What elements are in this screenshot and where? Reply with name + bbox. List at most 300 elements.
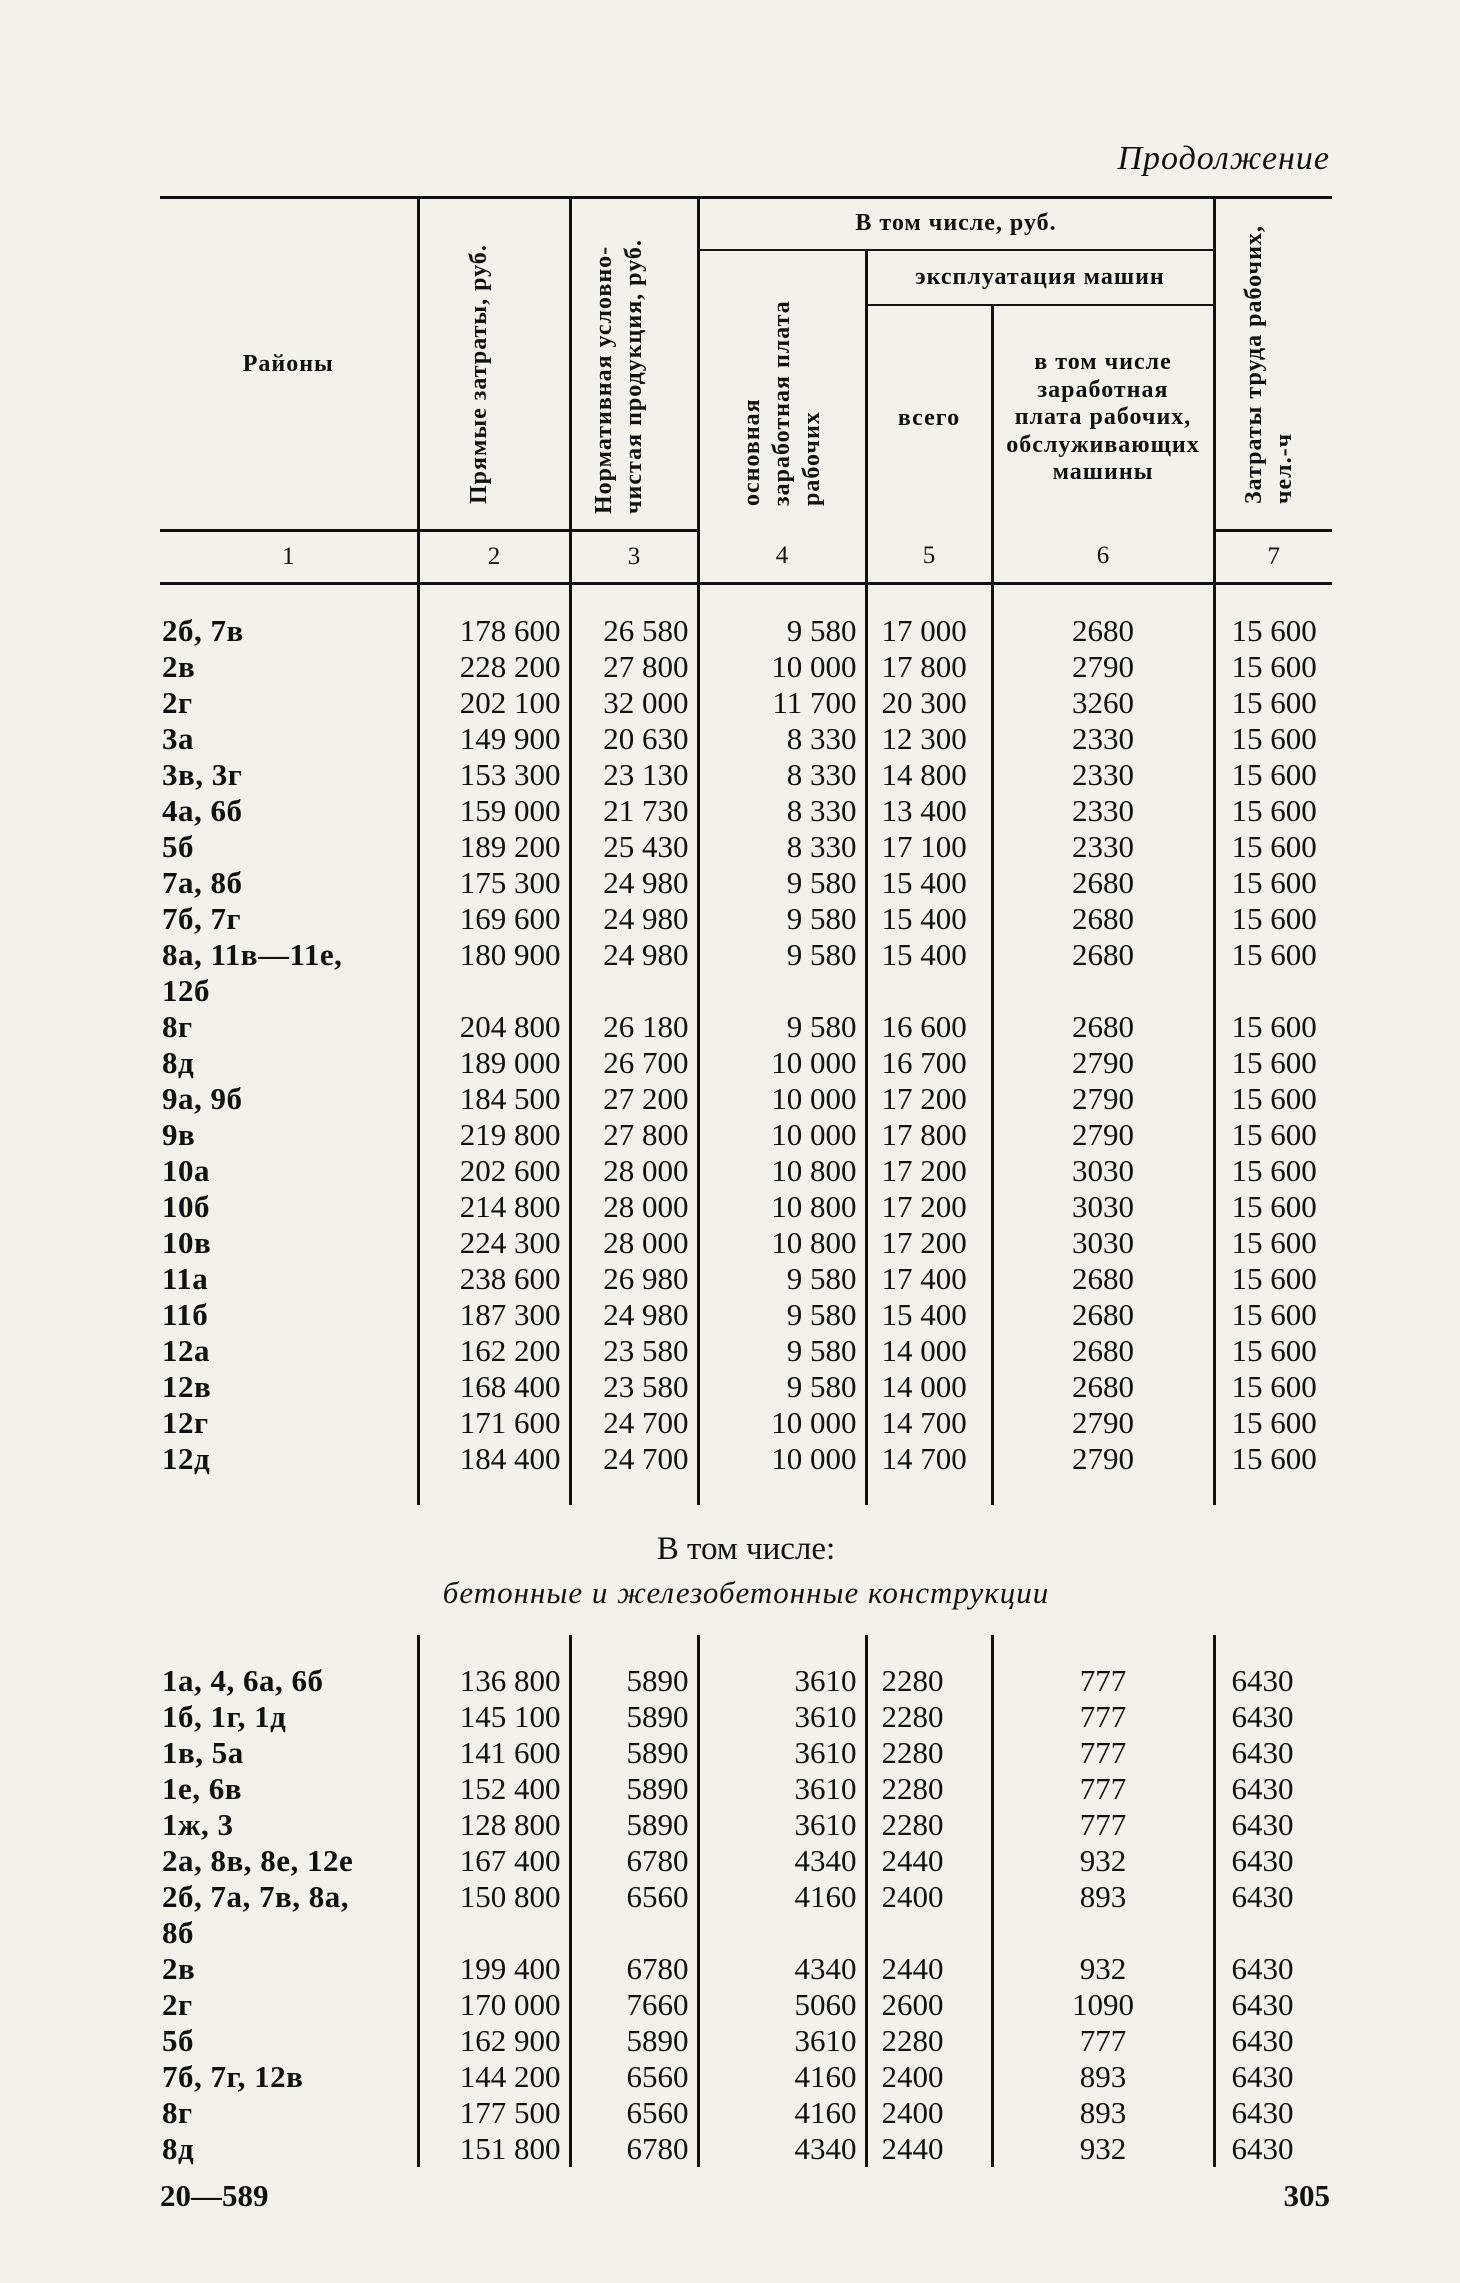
value-cell: 189 200 bbox=[418, 829, 570, 865]
value-cell: 777 bbox=[992, 1735, 1214, 1771]
value-cell: 777 bbox=[992, 1807, 1214, 1843]
value-cell: 23 580 bbox=[570, 1369, 698, 1405]
value-cell: 5890 bbox=[570, 1699, 698, 1735]
value-cell bbox=[992, 973, 1214, 1009]
value-cell: 12 300 bbox=[866, 721, 992, 757]
value-cell bbox=[1214, 973, 1332, 1009]
value-cell bbox=[866, 1915, 992, 1951]
value-cell: 152 400 bbox=[418, 1771, 570, 1807]
value-cell: 15 600 bbox=[1214, 865, 1332, 901]
value-cell: 14 000 bbox=[866, 1369, 992, 1405]
value-cell: 178 600 bbox=[418, 613, 570, 649]
value-cell: 10 000 bbox=[698, 1441, 866, 1477]
value-cell bbox=[992, 1915, 1214, 1951]
value-cell: 2790 bbox=[992, 1405, 1214, 1441]
region-cell: 1е, 6в bbox=[162, 1771, 243, 1806]
value-cell: 2280 bbox=[866, 1807, 992, 1843]
region-cell: 2б, 7а, 7в, 8а, bbox=[162, 1879, 349, 1914]
value-cell: 27 800 bbox=[570, 649, 698, 685]
spacer-row bbox=[160, 584, 1332, 614]
data-table bbox=[160, 196, 1332, 2167]
data-table-container bbox=[160, 196, 1332, 2167]
section-subtitle: бетонные и железобетонные конструкции bbox=[442, 1575, 1050, 1610]
value-cell: 24 980 bbox=[570, 1297, 698, 1333]
value-cell: 932 bbox=[992, 1843, 1214, 1879]
region-cell: 1в, 5а bbox=[162, 1735, 244, 1770]
column-number: 1 bbox=[160, 531, 418, 584]
region-cell: 8г bbox=[162, 1009, 193, 1044]
value-cell: 6430 bbox=[1214, 1771, 1332, 1807]
value-cell: 2680 bbox=[992, 1261, 1214, 1297]
value-cell: 777 bbox=[992, 2023, 1214, 2059]
value-cell: 15 600 bbox=[1214, 757, 1332, 793]
table-body bbox=[160, 531, 1332, 2168]
value-cell: 893 bbox=[992, 1879, 1214, 1915]
value-cell: 2440 bbox=[866, 1951, 992, 1987]
value-cell: 9 580 bbox=[698, 1009, 866, 1045]
table-row bbox=[160, 1153, 1332, 1189]
value-cell: 224 300 bbox=[418, 1225, 570, 1261]
table-row bbox=[160, 1369, 1332, 1405]
column-number: 3 bbox=[570, 531, 698, 584]
value-cell: 932 bbox=[992, 1951, 1214, 1987]
value-cell: 10 000 bbox=[698, 649, 866, 685]
region-cell: 5б bbox=[162, 829, 194, 864]
value-cell: 144 200 bbox=[418, 2059, 570, 2095]
value-cell: 24 980 bbox=[570, 937, 698, 973]
table-row bbox=[160, 649, 1332, 685]
value-cell: 26 580 bbox=[570, 613, 698, 649]
value-cell: 17 200 bbox=[866, 1189, 992, 1225]
value-cell: 20 300 bbox=[866, 685, 992, 721]
value-cell: 9 580 bbox=[698, 1369, 866, 1405]
value-cell bbox=[698, 973, 866, 1009]
value-cell: 17 200 bbox=[866, 1225, 992, 1261]
value-cell: 4160 bbox=[698, 2095, 866, 2131]
value-cell: 15 600 bbox=[1214, 1045, 1332, 1081]
value-cell: 11 700 bbox=[698, 685, 866, 721]
table-row bbox=[160, 1699, 1332, 1735]
value-cell: 2400 bbox=[866, 1879, 992, 1915]
value-cell: 168 400 bbox=[418, 1369, 570, 1405]
value-cell: 27 800 bbox=[570, 1117, 698, 1153]
region-cell: 12б bbox=[162, 973, 210, 1008]
header-base-wages: основная заработная плата рабочих bbox=[698, 250, 866, 531]
value-cell: 187 300 bbox=[418, 1297, 570, 1333]
value-cell: 14 800 bbox=[866, 757, 992, 793]
region-cell: 7б, 7г, 12в bbox=[162, 2059, 304, 2094]
region-cell: 2а, 8в, 8е, 12е bbox=[162, 1843, 354, 1878]
value-cell: 13 400 bbox=[866, 793, 992, 829]
value-cell: 28 000 bbox=[570, 1225, 698, 1261]
value-cell: 27 200 bbox=[570, 1081, 698, 1117]
value-cell: 10 000 bbox=[698, 1081, 866, 1117]
region-cell: 8б bbox=[162, 1915, 194, 1950]
column-number-row bbox=[160, 531, 1332, 584]
table-row bbox=[160, 1987, 1332, 2023]
value-cell: 10 800 bbox=[698, 1153, 866, 1189]
value-cell: 15 600 bbox=[1214, 1153, 1332, 1189]
value-cell: 6430 bbox=[1214, 2059, 1332, 2095]
table-row bbox=[160, 2059, 1332, 2095]
table-row bbox=[160, 793, 1332, 829]
value-cell: 3260 bbox=[992, 685, 1214, 721]
value-cell: 2790 bbox=[992, 1117, 1214, 1153]
value-cell: 2280 bbox=[866, 2023, 992, 2059]
value-cell: 2680 bbox=[992, 1009, 1214, 1045]
value-cell bbox=[1214, 1915, 1332, 1951]
table-row bbox=[160, 1735, 1332, 1771]
header-exploitation: эксплуатация машин bbox=[866, 250, 1214, 305]
region-cell: 1б, 1г, 1д bbox=[162, 1699, 287, 1734]
region-cell: 8а, 11в—11е, bbox=[162, 937, 343, 972]
value-cell: 5060 bbox=[698, 1987, 866, 2023]
value-cell: 15 600 bbox=[1214, 901, 1332, 937]
value-cell: 6780 bbox=[570, 2131, 698, 2167]
section-subtitle-row bbox=[160, 1575, 1332, 1635]
value-cell: 2330 bbox=[992, 793, 1214, 829]
region-cell: 8д bbox=[162, 2131, 195, 2166]
value-cell: 10 800 bbox=[698, 1225, 866, 1261]
value-cell: 9 580 bbox=[698, 613, 866, 649]
value-cell: 893 bbox=[992, 2095, 1214, 2131]
section-title: В том числе: bbox=[656, 1531, 836, 1567]
table-row bbox=[160, 1225, 1332, 1261]
region-cell: 2в bbox=[162, 649, 196, 684]
value-cell: 9 580 bbox=[698, 937, 866, 973]
table-row bbox=[160, 1915, 1332, 1951]
region-cell: 2г bbox=[162, 1987, 193, 2022]
value-cell: 4340 bbox=[698, 1843, 866, 1879]
value-cell bbox=[866, 973, 992, 1009]
region-cell: 12д bbox=[162, 1441, 211, 1476]
value-cell: 15 600 bbox=[1214, 1441, 1332, 1477]
value-cell: 15 400 bbox=[866, 1297, 992, 1333]
value-cell: 17 800 bbox=[866, 649, 992, 685]
table-row bbox=[160, 1405, 1332, 1441]
value-cell: 6430 bbox=[1214, 2023, 1332, 2059]
table-row bbox=[160, 1951, 1332, 1987]
value-cell: 15 600 bbox=[1214, 1369, 1332, 1405]
value-cell: 214 800 bbox=[418, 1189, 570, 1225]
table-row bbox=[160, 1807, 1332, 1843]
region-cell: 2г bbox=[162, 685, 193, 720]
value-cell: 14 700 bbox=[866, 1441, 992, 1477]
table-row bbox=[160, 2095, 1332, 2131]
value-cell: 16 600 bbox=[866, 1009, 992, 1045]
region-cell: 12в bbox=[162, 1369, 212, 1404]
table-row bbox=[160, 901, 1332, 937]
value-cell: 3030 bbox=[992, 1153, 1214, 1189]
value-cell: 5890 bbox=[570, 1771, 698, 1807]
value-cell: 17 000 bbox=[866, 613, 992, 649]
value-cell: 8 330 bbox=[698, 757, 866, 793]
value-cell: 2790 bbox=[992, 1441, 1214, 1477]
value-cell: 15 600 bbox=[1214, 1405, 1332, 1441]
value-cell: 3610 bbox=[698, 1771, 866, 1807]
value-cell: 3610 bbox=[698, 2023, 866, 2059]
value-cell: 2440 bbox=[866, 2131, 992, 2167]
value-cell: 2280 bbox=[866, 1771, 992, 1807]
value-cell: 23 130 bbox=[570, 757, 698, 793]
region-cell: 11б bbox=[162, 1297, 209, 1332]
value-cell bbox=[418, 973, 570, 1009]
column-number: 7 bbox=[1214, 531, 1332, 584]
value-cell: 228 200 bbox=[418, 649, 570, 685]
region-cell: 9а, 9б bbox=[162, 1081, 243, 1116]
value-cell: 162 200 bbox=[418, 1333, 570, 1369]
value-cell: 128 800 bbox=[418, 1807, 570, 1843]
region-cell: 7б, 7г bbox=[162, 901, 242, 936]
column-number: 4 bbox=[698, 531, 866, 584]
value-cell: 26 700 bbox=[570, 1045, 698, 1081]
region-cell: 1а, 4, 6а, 6б bbox=[162, 1663, 324, 1698]
table-row bbox=[160, 2131, 1332, 2167]
region-cell: 7а, 8б bbox=[162, 865, 243, 900]
value-cell: 6430 bbox=[1214, 1663, 1332, 1699]
table-row bbox=[160, 1441, 1332, 1477]
table-row bbox=[160, 865, 1332, 901]
value-cell bbox=[570, 973, 698, 1009]
column-number: 6 bbox=[992, 531, 1214, 584]
value-cell: 6430 bbox=[1214, 1735, 1332, 1771]
region-cell: 10в bbox=[162, 1225, 212, 1260]
value-cell: 14 700 bbox=[866, 1405, 992, 1441]
value-cell: 15 400 bbox=[866, 937, 992, 973]
value-cell: 17 400 bbox=[866, 1261, 992, 1297]
header-group-including: В том числе, руб. bbox=[698, 198, 1214, 250]
value-cell: 2680 bbox=[992, 901, 1214, 937]
value-cell: 893 bbox=[992, 2059, 1214, 2095]
value-cell: 9 580 bbox=[698, 1297, 866, 1333]
value-cell: 2680 bbox=[992, 613, 1214, 649]
value-cell: 932 bbox=[992, 2131, 1214, 2167]
table-row bbox=[160, 1009, 1332, 1045]
value-cell: 2280 bbox=[866, 1699, 992, 1735]
table-row bbox=[160, 1771, 1332, 1807]
value-cell: 177 500 bbox=[418, 2095, 570, 2131]
column-number: 5 bbox=[866, 531, 992, 584]
value-cell: 6430 bbox=[1214, 1879, 1332, 1915]
value-cell: 204 800 bbox=[418, 1009, 570, 1045]
value-cell: 2330 bbox=[992, 721, 1214, 757]
value-cell: 6430 bbox=[1214, 1807, 1332, 1843]
value-cell: 153 300 bbox=[418, 757, 570, 793]
table-row bbox=[160, 1081, 1332, 1117]
value-cell: 777 bbox=[992, 1663, 1214, 1699]
region-cell: 2б, 7в bbox=[162, 613, 244, 648]
value-cell: 3610 bbox=[698, 1807, 866, 1843]
value-cell bbox=[418, 1915, 570, 1951]
value-cell: 32 000 bbox=[570, 685, 698, 721]
value-cell: 180 900 bbox=[418, 937, 570, 973]
value-cell: 3610 bbox=[698, 1663, 866, 1699]
value-cell: 3030 bbox=[992, 1225, 1214, 1261]
value-cell: 149 900 bbox=[418, 721, 570, 757]
value-cell: 2330 bbox=[992, 757, 1214, 793]
column-number: 2 bbox=[418, 531, 570, 584]
value-cell: 2280 bbox=[866, 1663, 992, 1699]
value-cell: 6430 bbox=[1214, 1987, 1332, 2023]
signature-mark: 20—589 bbox=[160, 2178, 269, 2213]
value-cell bbox=[570, 1915, 698, 1951]
value-cell: 8 330 bbox=[698, 829, 866, 865]
region-cell: 10а bbox=[162, 1153, 210, 1188]
value-cell: 6430 bbox=[1214, 2131, 1332, 2167]
value-cell: 17 800 bbox=[866, 1117, 992, 1153]
value-cell: 150 800 bbox=[418, 1879, 570, 1915]
value-cell: 23 580 bbox=[570, 1333, 698, 1369]
value-cell: 7660 bbox=[570, 1987, 698, 2023]
value-cell: 2790 bbox=[992, 649, 1214, 685]
value-cell: 202 600 bbox=[418, 1153, 570, 1189]
value-cell: 28 000 bbox=[570, 1189, 698, 1225]
value-cell: 2790 bbox=[992, 1081, 1214, 1117]
value-cell: 5890 bbox=[570, 1663, 698, 1699]
value-cell: 169 600 bbox=[418, 901, 570, 937]
region-cell: 2в bbox=[162, 1951, 196, 1986]
value-cell: 21 730 bbox=[570, 793, 698, 829]
table-row bbox=[160, 973, 1332, 1009]
value-cell: 3610 bbox=[698, 1735, 866, 1771]
value-cell: 151 800 bbox=[418, 2131, 570, 2167]
value-cell: 6560 bbox=[570, 1879, 698, 1915]
value-cell: 15 600 bbox=[1214, 613, 1332, 649]
header-regions: Районы bbox=[160, 198, 418, 531]
region-cell: 8д bbox=[162, 1045, 195, 1080]
value-cell: 15 600 bbox=[1214, 1081, 1332, 1117]
table-row bbox=[160, 1333, 1332, 1369]
value-cell: 162 900 bbox=[418, 2023, 570, 2059]
value-cell: 2400 bbox=[866, 2095, 992, 2131]
table-row bbox=[160, 1879, 1332, 1915]
value-cell: 199 400 bbox=[418, 1951, 570, 1987]
value-cell: 175 300 bbox=[418, 865, 570, 901]
value-cell: 2680 bbox=[992, 1333, 1214, 1369]
value-cell: 9 580 bbox=[698, 1261, 866, 1297]
region-cell: 4а, 6б bbox=[162, 793, 243, 828]
table-row bbox=[160, 1189, 1332, 1225]
region-cell: 8г bbox=[162, 2095, 193, 2130]
header-direct-costs: Прямые затраты, руб. bbox=[418, 198, 570, 531]
table-row bbox=[160, 613, 1332, 649]
region-cell: 9в bbox=[162, 1117, 196, 1152]
value-cell: 2400 bbox=[866, 2059, 992, 2095]
value-cell: 2330 bbox=[992, 829, 1214, 865]
value-cell: 2440 bbox=[866, 1843, 992, 1879]
value-cell: 4340 bbox=[698, 2131, 866, 2167]
value-cell: 4160 bbox=[698, 1879, 866, 1915]
region-cell: 10б bbox=[162, 1189, 210, 1224]
value-cell: 2680 bbox=[992, 1369, 1214, 1405]
value-cell: 10 000 bbox=[698, 1117, 866, 1153]
value-cell: 16 700 bbox=[866, 1045, 992, 1081]
value-cell: 15 400 bbox=[866, 901, 992, 937]
value-cell: 136 800 bbox=[418, 1663, 570, 1699]
value-cell: 15 600 bbox=[1214, 793, 1332, 829]
value-cell: 6430 bbox=[1214, 1951, 1332, 1987]
region-cell: 3в, 3г bbox=[162, 757, 243, 792]
header-total: всего bbox=[866, 305, 992, 531]
value-cell: 184 400 bbox=[418, 1441, 570, 1477]
region-cell: 11а bbox=[162, 1261, 209, 1296]
value-cell: 2790 bbox=[992, 1045, 1214, 1081]
value-cell: 17 100 bbox=[866, 829, 992, 865]
value-cell: 10 800 bbox=[698, 1189, 866, 1225]
value-cell: 6780 bbox=[570, 1843, 698, 1879]
value-cell: 167 400 bbox=[418, 1843, 570, 1879]
value-cell: 15 600 bbox=[1214, 1333, 1332, 1369]
value-cell: 26 180 bbox=[570, 1009, 698, 1045]
value-cell: 5890 bbox=[570, 1735, 698, 1771]
value-cell: 6560 bbox=[570, 2059, 698, 2095]
table-row bbox=[160, 2023, 1332, 2059]
region-cell: 5б bbox=[162, 2023, 194, 2058]
value-cell: 202 100 bbox=[418, 685, 570, 721]
value-cell: 15 600 bbox=[1214, 1189, 1332, 1225]
value-cell: 15 600 bbox=[1214, 1117, 1332, 1153]
value-cell: 24 700 bbox=[570, 1441, 698, 1477]
table-row bbox=[160, 1663, 1332, 1699]
table-row bbox=[160, 721, 1332, 757]
section-title-row bbox=[160, 1505, 1332, 1575]
value-cell: 25 430 bbox=[570, 829, 698, 865]
value-cell: 2680 bbox=[992, 937, 1214, 973]
table-row bbox=[160, 1117, 1332, 1153]
spacer-row bbox=[160, 1477, 1332, 1505]
value-cell: 10 000 bbox=[698, 1045, 866, 1081]
page-header: Продолжение bbox=[1117, 140, 1330, 177]
table-row bbox=[160, 757, 1332, 793]
value-cell: 15 600 bbox=[1214, 721, 1332, 757]
region-cell: 3а bbox=[162, 721, 194, 756]
value-cell: 2680 bbox=[992, 1297, 1214, 1333]
table-row bbox=[160, 937, 1332, 973]
value-cell: 14 000 bbox=[866, 1333, 992, 1369]
value-cell: 159 000 bbox=[418, 793, 570, 829]
value-cell: 15 600 bbox=[1214, 1261, 1332, 1297]
value-cell: 8 330 bbox=[698, 721, 866, 757]
value-cell: 15 600 bbox=[1214, 685, 1332, 721]
region-cell: 1ж, 3 bbox=[162, 1807, 234, 1842]
value-cell: 4160 bbox=[698, 2059, 866, 2095]
value-cell: 777 bbox=[992, 1771, 1214, 1807]
value-cell: 5890 bbox=[570, 2023, 698, 2059]
header-machine-operator-wages: в том числе заработная плата рабочих, обслуживающих машины bbox=[992, 305, 1214, 531]
value-cell: 15 600 bbox=[1214, 1009, 1332, 1045]
value-cell: 141 600 bbox=[418, 1735, 570, 1771]
value-cell: 15 400 bbox=[866, 865, 992, 901]
value-cell: 6430 bbox=[1214, 1699, 1332, 1735]
value-cell: 9 580 bbox=[698, 865, 866, 901]
value-cell: 15 600 bbox=[1214, 649, 1332, 685]
value-cell: 238 600 bbox=[418, 1261, 570, 1297]
spacer-row bbox=[160, 1635, 1332, 1663]
header-labor-costs: Затраты труда рабочих, чел.-ч bbox=[1214, 198, 1332, 531]
value-cell: 26 980 bbox=[570, 1261, 698, 1297]
page-number: 305 bbox=[1283, 2178, 1330, 2213]
value-cell: 3610 bbox=[698, 1699, 866, 1735]
value-cell: 189 000 bbox=[418, 1045, 570, 1081]
value-cell: 24 980 bbox=[570, 901, 698, 937]
value-cell: 15 600 bbox=[1214, 1297, 1332, 1333]
table-row bbox=[160, 829, 1332, 865]
value-cell: 24 700 bbox=[570, 1405, 698, 1441]
value-cell: 8 330 bbox=[698, 793, 866, 829]
value-cell: 10 000 bbox=[698, 1405, 866, 1441]
table-row bbox=[160, 685, 1332, 721]
value-cell: 15 600 bbox=[1214, 1225, 1332, 1261]
